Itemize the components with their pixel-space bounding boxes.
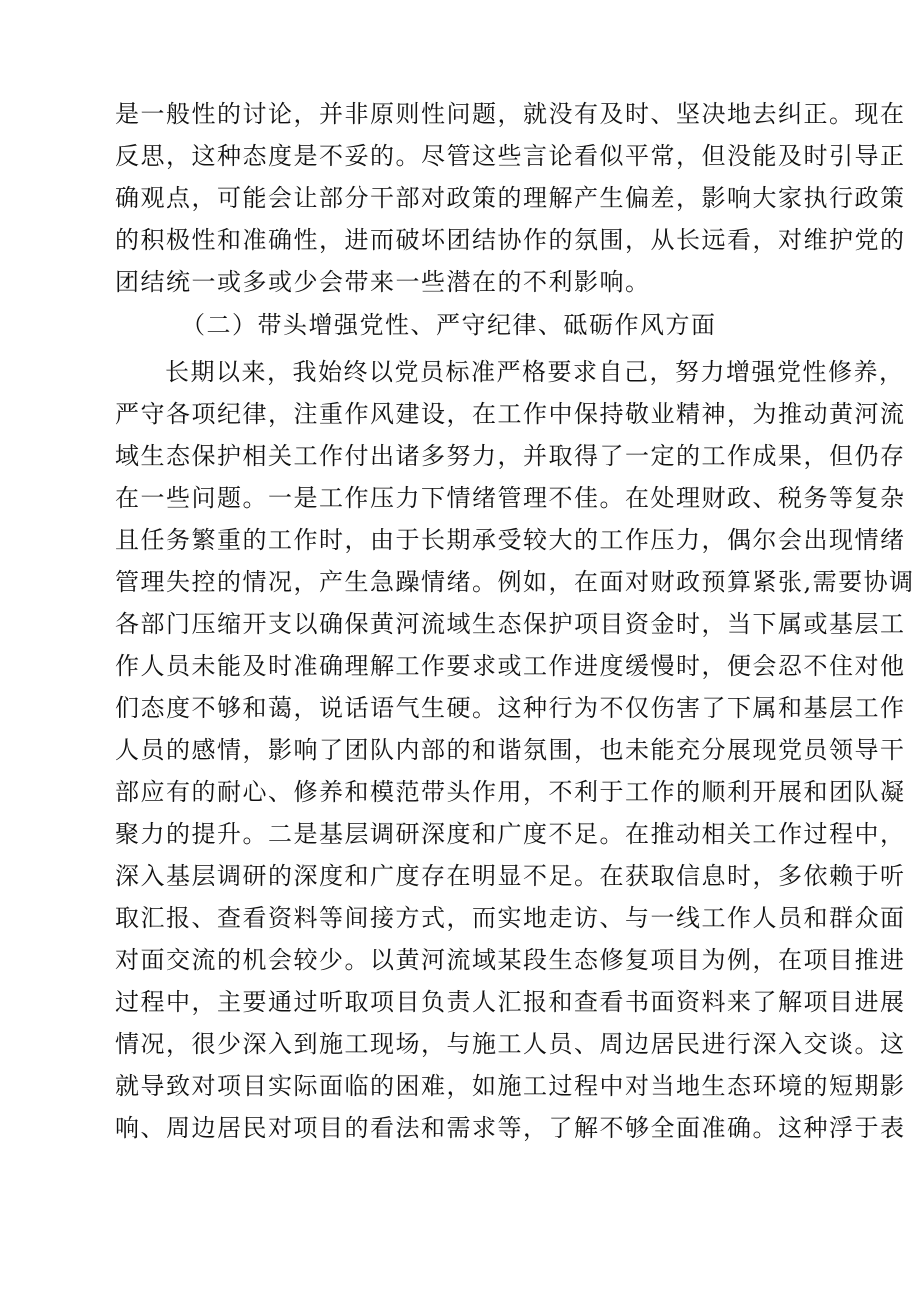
text-line: 是一般性的讨论，并非原则性问题，就没有及时、坚决地去纠正。现在 (115, 100, 906, 128)
text-line: 深入基层调研的深度和广度存在明显不足。在获取信息时，多依赖于听 (115, 862, 906, 890)
text-line: 响、周边居民对项目的看法和需求等，了解不够全面准确。这种浮于表 (115, 1114, 906, 1142)
text-line: 且任务繁重的工作时，由于长期承受较大的工作压力，偶尔会出现情绪 (115, 526, 906, 554)
text-line: 团结统一或多或少会带来一些潜在的不利影响。 (115, 268, 651, 296)
section-heading-block (115, 304, 835, 346)
text-line: 的积极性和准确性，进而破坏团结协作的氛围，从长远看，对维护党的 (115, 226, 906, 254)
text-line: 在一些问题。一是工作压力下情绪管理不佳。在处理财政、税务等复杂 (115, 484, 906, 512)
text-line: 对面交流的机会较少。以黄河流域某段生态修复项目为例，在项目推进 (115, 946, 906, 974)
text-line: 确观点，可能会让部分干部对政策的理解产生偏差，影响大家执行政策 (115, 184, 906, 212)
text-line: 严守各项纪律，注重作风建设，在工作中保持敬业精神，为推动黄河流 (115, 400, 906, 428)
text-line: 人员的感情，影响了团队内部的和谐氛围，也未能充分展现党员领导干 (115, 736, 906, 764)
text-line: 域生态保护相关工作付出诸多努力，并取得了一定的工作成果，但仍存 (115, 442, 906, 470)
text-line: 情况，很少深入到施工现场，与施工人员、周边居民进行深入交谈。这 (115, 1030, 906, 1058)
text-line: 部应有的耐心、修养和模范带头作用，不利于工作的顺利开展和团队凝 (115, 778, 906, 806)
paragraph-main (115, 351, 915, 1149)
text-line: 作人员未能及时准确理解工作要求或工作进度缓慢时，便会忍不住对他 (115, 652, 906, 680)
text-line: 管理失控的情况，产生急躁情绪。例如，在面对财政预算紧张,需要协调 (115, 568, 915, 596)
text-line: 聚力的提升。二是基层调研深度和广度不足。在推动相关工作过程中， (115, 820, 906, 848)
text-line: 各部门压缩开支以确保黄河流域生态保护项目资金时，当下属或基层工 (115, 610, 906, 638)
text-line: 们态度不够和蔼，说话语气生硬。这种行为不仅伤害了下属和基层工作 (115, 694, 906, 722)
text-line: 长期以来，我始终以党员标准严格要求自己，努力增强党性修养， (165, 358, 905, 386)
paragraph-continuation (115, 93, 906, 303)
text-line: 就导致对项目实际面临的困难，如施工过程中对当地生态环境的短期影 (115, 1072, 906, 1100)
text-line: 取汇报、查看资料等间接方式，而实地走访、与一线工作人员和群众面 (115, 904, 906, 932)
text-line: 反思，这种态度是不妥的。尽管这些言论看似平常，但没能及时引导正 (115, 142, 906, 170)
section-heading: （二）带头增强党性、严守纪律、砥砺作风方面 (181, 311, 717, 339)
text-line: 过程中，主要通过听取项目负责人汇报和查看书面资料来了解项目进展 (115, 988, 906, 1016)
